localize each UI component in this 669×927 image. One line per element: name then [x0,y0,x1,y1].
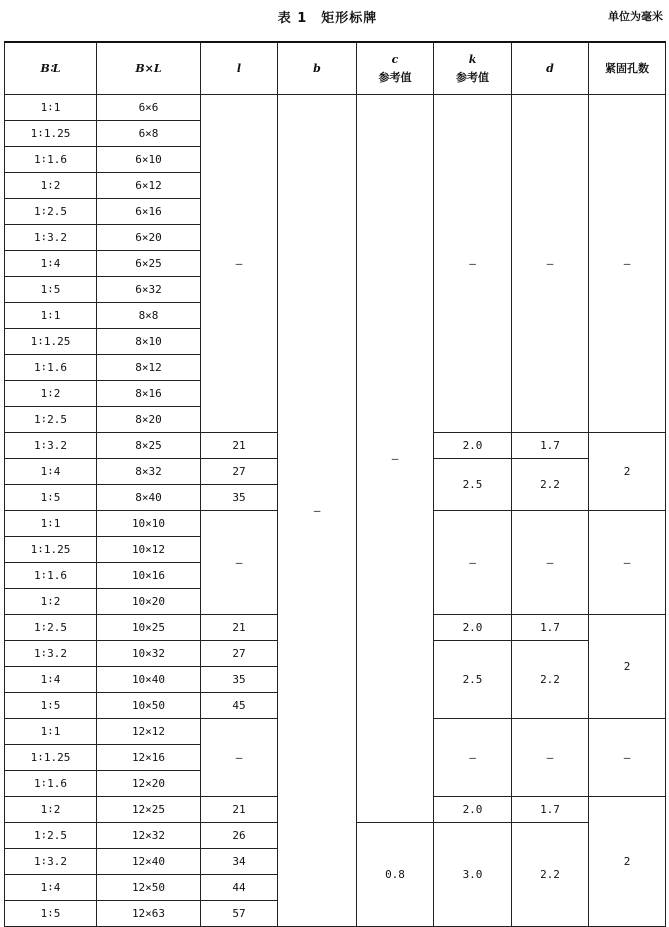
size-cell: 12×63 [97,901,201,927]
ratio-cell: 1∶1.6 [5,355,97,381]
holes-cell: — [589,95,666,433]
size-cell: 6×16 [97,199,201,225]
holes-cell: 2 [589,433,666,511]
l-cell: 21 [201,615,278,641]
l-cell: 35 [201,667,278,693]
ratio-cell: 1∶1 [5,719,97,745]
size-cell: 12×32 [97,823,201,849]
size-cell: 12×25 [97,797,201,823]
col-header-holes: 紧固孔数 [589,42,666,95]
l-cell: 45 [201,693,278,719]
l-cell: 34 [201,849,278,875]
size-cell: 8×40 [97,485,201,511]
holes-cell: 2 [589,615,666,719]
l-cell: 21 [201,797,278,823]
ratio-cell: 1∶4 [5,667,97,693]
size-cell: 6×20 [97,225,201,251]
d-cell: 2.2 [512,641,589,719]
ratio-cell: 1∶3.2 [5,225,97,251]
table-number: 表 1 [277,11,308,26]
l-cell: — [201,719,278,797]
col-header-l: l [201,42,278,95]
ratio-cell: 1∶5 [5,901,97,927]
ratio-cell: 1∶1.6 [5,771,97,797]
ratio-cell: 1∶1.25 [5,329,97,355]
ratio-cell: 1∶5 [5,277,97,303]
size-cell: 6×32 [97,277,201,303]
size-cell: 10×10 [97,511,201,537]
table-row [5,95,666,121]
ratio-cell: 1∶1.6 [5,147,97,173]
k-cell: 2.0 [434,615,512,641]
table-caption: 矩形标牌 [321,11,378,26]
holes-cell: — [589,511,666,615]
ratio-cell: 1∶2 [5,381,97,407]
size-cell: 10×50 [97,693,201,719]
c-cell: 0.8 [357,823,434,927]
k-cell: — [434,719,512,797]
ratio-cell: 1∶1.25 [5,537,97,563]
l-cell: 21 [201,433,278,459]
l-cell: 27 [201,459,278,485]
size-cell: 10×32 [97,641,201,667]
d-cell: — [512,511,589,615]
size-cell: 8×25 [97,433,201,459]
size-cell: 10×20 [97,589,201,615]
header-row [5,42,666,95]
k-cell: — [434,95,512,433]
size-cell: 8×10 [97,329,201,355]
d-cell: 1.7 [512,615,589,641]
ratio-cell: 1∶5 [5,693,97,719]
d-cell: 2.2 [512,459,589,511]
col-header-b: b [278,42,357,95]
k-cell: 2.5 [434,641,512,719]
size-cell: 6×8 [97,121,201,147]
ratio-cell: 1∶3.2 [5,433,97,459]
size-cell: 12×40 [97,849,201,875]
col-header-size: B×L [97,42,201,95]
size-cell: 6×25 [97,251,201,277]
c-cell: — [357,95,434,823]
col-header-k: k 参考值 [434,42,512,95]
size-cell: 12×16 [97,745,201,771]
size-cell: 6×10 [97,147,201,173]
size-cell: 10×12 [97,537,201,563]
size-cell: 12×12 [97,719,201,745]
ratio-cell: 1∶2.5 [5,615,97,641]
col-header-ratio: B∶L [5,42,97,95]
ratio-cell: 1∶1.6 [5,563,97,589]
size-cell: 8×16 [97,381,201,407]
ratio-cell: 1∶5 [5,485,97,511]
holes-cell: 2 [589,797,666,927]
size-cell: 8×32 [97,459,201,485]
ratio-cell: 1∶3.2 [5,849,97,875]
unit-note: 单位为毫米 [608,10,663,23]
ratio-cell: 1∶3.2 [5,641,97,667]
ratio-cell: 1∶1 [5,95,97,121]
ratio-cell: 1∶1.25 [5,745,97,771]
col-header-d: d [512,42,589,95]
k-cell: 2.0 [434,797,512,823]
size-cell: 8×12 [97,355,201,381]
rectangular-plate-table [4,41,666,927]
d-cell: 1.7 [512,797,589,823]
k-cell: — [434,511,512,615]
holes-cell: — [589,719,666,797]
l-cell: 26 [201,823,278,849]
ratio-cell: 1∶4 [5,459,97,485]
size-cell: 8×20 [97,407,201,433]
ratio-cell: 1∶2.5 [5,823,97,849]
table-title [0,7,669,26]
l-cell: — [201,95,278,433]
ratio-cell: 1∶1 [5,303,97,329]
ratio-cell: 1∶2 [5,589,97,615]
l-cell: 35 [201,485,278,511]
k-cell: 3.0 [434,823,512,927]
l-cell: 57 [201,901,278,927]
d-cell: 1.7 [512,433,589,459]
ratio-cell: 1∶4 [5,875,97,901]
d-cell: 2.2 [512,823,589,927]
ratio-cell: 1∶2.5 [5,199,97,225]
size-cell: 10×16 [97,563,201,589]
ratio-cell: 1∶1.25 [5,121,97,147]
ratio-cell: 1∶2 [5,797,97,823]
ratio-cell: 1∶4 [5,251,97,277]
k-cell: 2.0 [434,433,512,459]
size-cell: 12×20 [97,771,201,797]
size-cell: 6×6 [97,95,201,121]
size-cell: 10×25 [97,615,201,641]
ratio-cell: 1∶2 [5,173,97,199]
b-cell: — [278,95,357,927]
ratio-cell: 1∶2.5 [5,407,97,433]
size-cell: 10×40 [97,667,201,693]
l-cell: 27 [201,641,278,667]
ratio-cell: 1∶1 [5,511,97,537]
col-header-c: c 参考值 [357,42,434,95]
k-cell: 2.5 [434,459,512,511]
d-cell: — [512,95,589,433]
d-cell: — [512,719,589,797]
l-cell: — [201,511,278,615]
size-cell: 8×8 [97,303,201,329]
l-cell: 44 [201,875,278,901]
size-cell: 12×50 [97,875,201,901]
size-cell: 6×12 [97,173,201,199]
